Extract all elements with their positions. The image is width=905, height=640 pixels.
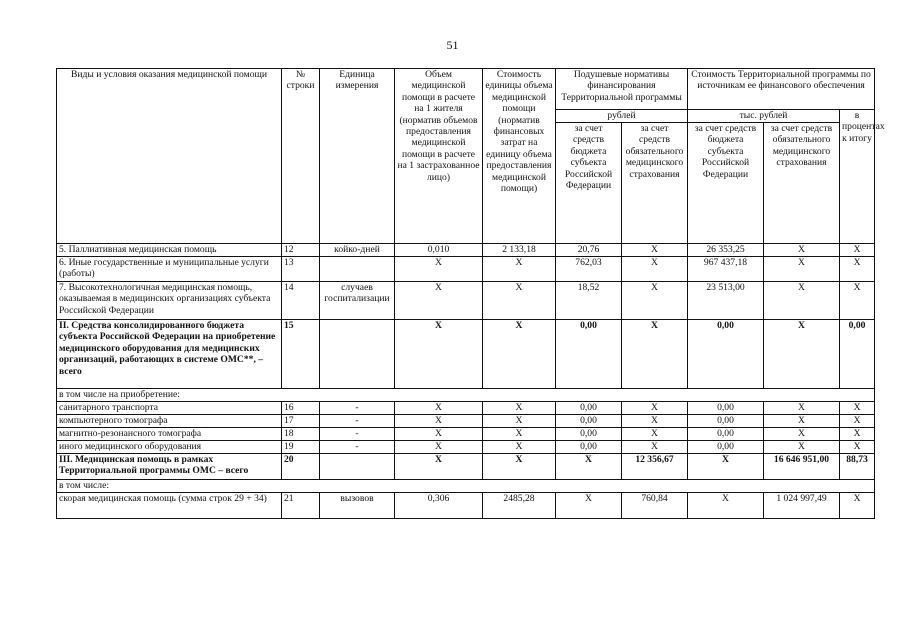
row-percap-budget: X — [556, 454, 622, 480]
header-cost-unit: тыс. рублей — [688, 110, 840, 123]
row-volume: X — [395, 415, 483, 428]
row-unit-cost: X — [483, 428, 556, 441]
table-row — [57, 320, 875, 389]
row-unit: - — [320, 402, 395, 415]
row-cost-budget: X — [688, 454, 764, 480]
row-volume: X — [395, 320, 483, 389]
row-num: 17 — [282, 415, 320, 428]
row-percent: X — [840, 415, 875, 428]
row-volume: X — [395, 282, 483, 320]
row-num: 16 — [282, 402, 320, 415]
header-percap-budget: за счет средств бюджета субъекта Российской Федерации — [556, 123, 622, 244]
row-unit-cost: X — [483, 282, 556, 320]
row-cost-budget: 0,00 — [688, 428, 764, 441]
row-cost-oms: X — [764, 441, 840, 454]
row-cost-oms: X — [764, 257, 840, 282]
row-unit-cost: X — [483, 454, 556, 480]
row-cost-oms: 16 646 951,00 — [764, 454, 840, 480]
row-unit-cost: X — [483, 402, 556, 415]
row-percent: X — [840, 257, 875, 282]
row-unit-cost: X — [483, 415, 556, 428]
row-num: 13 — [282, 257, 320, 282]
header-row-number: № строки — [282, 69, 320, 244]
row-num: 19 — [282, 441, 320, 454]
row-cost-budget: 23 513,00 — [688, 282, 764, 320]
row-percap-oms: X — [622, 428, 688, 441]
row-name: иного медицинского оборудования — [57, 441, 282, 454]
row-name: скорая медицинская помощь (сумма строк 29 + 34) — [57, 493, 282, 519]
table-row — [57, 282, 875, 320]
row-percent: X — [840, 282, 875, 320]
row-unit: - — [320, 428, 395, 441]
row-num: 15 — [282, 320, 320, 389]
row-cost-oms: X — [764, 415, 840, 428]
header-cost-oms: за счет средств обязательного медицинского страхования — [764, 123, 840, 244]
row-unit — [320, 257, 395, 282]
row-percap-oms: X — [622, 257, 688, 282]
row-unit-cost: X — [483, 257, 556, 282]
table-row — [57, 415, 875, 428]
header-percap-oms: за счет средств обязательного медицинского страхования — [622, 123, 688, 244]
row-percap-budget: 0,00 — [556, 428, 622, 441]
row-num: 14 — [282, 282, 320, 320]
row-percap-oms: X — [622, 415, 688, 428]
row-volume: 0,010 — [395, 244, 483, 257]
row-cost-budget: 26 353,25 — [688, 244, 764, 257]
row-percent: X — [840, 244, 875, 257]
row-unit — [320, 320, 395, 389]
header-volume: Объем медицинской помощи в расчете на 1 жителя (норматив объемов предоставления медицинской помощи в расчете на 1 застрахованное лицо) — [395, 69, 483, 244]
row-unit: койко-дней — [320, 244, 395, 257]
row-percent: X — [840, 402, 875, 415]
row-unit: случаев госпитализации — [320, 282, 395, 320]
table-row — [57, 454, 875, 480]
row-unit-cost: X — [483, 320, 556, 389]
row-unit: - — [320, 441, 395, 454]
row-subheading: в том числе на приобретение: — [57, 389, 875, 402]
row-subheading: в том числе: — [57, 480, 875, 493]
header-cost-budget: за счет средств бюджета субъекта Российской Федерации — [688, 123, 764, 244]
row-cost-oms: X — [764, 402, 840, 415]
row-name: II. Средства консолидированного бюджета субъекта Российской Федерации на приобретение медицинского оборудования для медицинских организаций, работающих в системе ОМС**, – всего — [57, 320, 282, 389]
row-name: санитарного транспорта — [57, 402, 282, 415]
row-num: 18 — [282, 428, 320, 441]
financing-table — [56, 68, 885, 519]
row-cost-oms: X — [764, 282, 840, 320]
row-cost-budget: 0,00 — [688, 320, 764, 389]
row-name: III. Медицинская помощь в рамках Территориальной программы ОМС – всего — [57, 454, 282, 480]
row-percap-oms: X — [622, 402, 688, 415]
row-name: магнитно-резонансного томографа — [57, 428, 282, 441]
table-row — [57, 493, 875, 519]
row-cost-budget: 0,00 — [688, 402, 764, 415]
row-name: 5. Паллиативная медицинская помощь — [57, 244, 282, 257]
row-percap-oms: X — [622, 320, 688, 389]
row-cost-budget: X — [688, 493, 764, 519]
table-row — [57, 244, 875, 257]
row-percap-budget: 762,03 — [556, 257, 622, 282]
row-cost-oms: X — [764, 244, 840, 257]
table-row — [57, 402, 875, 415]
header-program-cost: Стоимость Территориальной программы по источникам ее финансового обеспечения — [688, 69, 875, 110]
table-row — [57, 441, 875, 454]
row-cost-oms: X — [764, 428, 840, 441]
table-row — [57, 428, 875, 441]
row-volume: X — [395, 441, 483, 454]
row-volume: X — [395, 454, 483, 480]
row-percap-oms: 12 356,67 — [622, 454, 688, 480]
row-volume: X — [395, 257, 483, 282]
row-percap-budget: X — [556, 493, 622, 519]
row-unit-cost: X — [483, 441, 556, 454]
row-percent: X — [840, 493, 875, 519]
row-unit — [320, 454, 395, 480]
page-number: 51 — [446, 38, 459, 52]
row-num: 12 — [282, 244, 320, 257]
row-percap-oms: X — [622, 282, 688, 320]
row-volume: X — [395, 428, 483, 441]
row-percent: 0,00 — [840, 320, 875, 389]
row-cost-budget: 0,00 — [688, 441, 764, 454]
row-name: 6. Иные государственные и муниципальные услуги (работы) — [57, 257, 282, 282]
row-percap-budget: 0,00 — [556, 441, 622, 454]
table-row — [57, 257, 875, 282]
header-per-capita-unit: рублей — [556, 110, 688, 123]
row-cost-budget: 0,00 — [688, 415, 764, 428]
row-num: 20 — [282, 454, 320, 480]
row-percap-budget: 20,76 — [556, 244, 622, 257]
row-percap-oms: X — [622, 441, 688, 454]
row-unit: вызовов — [320, 493, 395, 519]
row-name: 7. Высокотехнологичная медицинская помощь, оказываемая в медицинских организациях субъекта Российской Федерации — [57, 282, 282, 320]
row-percap-budget: 0,00 — [556, 415, 622, 428]
row-volume: 0,306 — [395, 493, 483, 519]
row-cost-oms: 1 024 997,49 — [764, 493, 840, 519]
row-percap-budget: 0,00 — [556, 320, 622, 389]
header-unit-cost: Стоимость единицы объема медицинской помощи (норматив финансовых затрат на единицу объема предоставления медицинской помощи) — [483, 69, 556, 244]
header-percent: в процентах к итогу — [840, 110, 875, 244]
row-unit-cost: 2485,28 — [483, 493, 556, 519]
row-unit-cost: 2 133,18 — [483, 244, 556, 257]
row-unit: - — [320, 415, 395, 428]
table-row — [57, 389, 875, 402]
row-percent: 88,73 — [840, 454, 875, 480]
row-percent: X — [840, 441, 875, 454]
row-name: компьютерного томографа — [57, 415, 282, 428]
row-cost-oms: X — [764, 320, 840, 389]
header-kinds: Виды и условия оказания медицинской помощи — [57, 69, 282, 244]
header-unit: Единица измерения — [320, 69, 395, 244]
table-row — [57, 480, 875, 493]
row-num: 21 — [282, 493, 320, 519]
header-per-capita: Подушевые нормативы финансирования Территориальной программы — [556, 69, 688, 110]
row-cost-budget: 967 437,18 — [688, 257, 764, 282]
row-percap-budget: 0,00 — [556, 402, 622, 415]
row-percap-budget: 18,52 — [556, 282, 622, 320]
row-percap-oms: X — [622, 244, 688, 257]
row-percent: X — [840, 428, 875, 441]
row-percap-oms: 760,84 — [622, 493, 688, 519]
row-volume: X — [395, 402, 483, 415]
